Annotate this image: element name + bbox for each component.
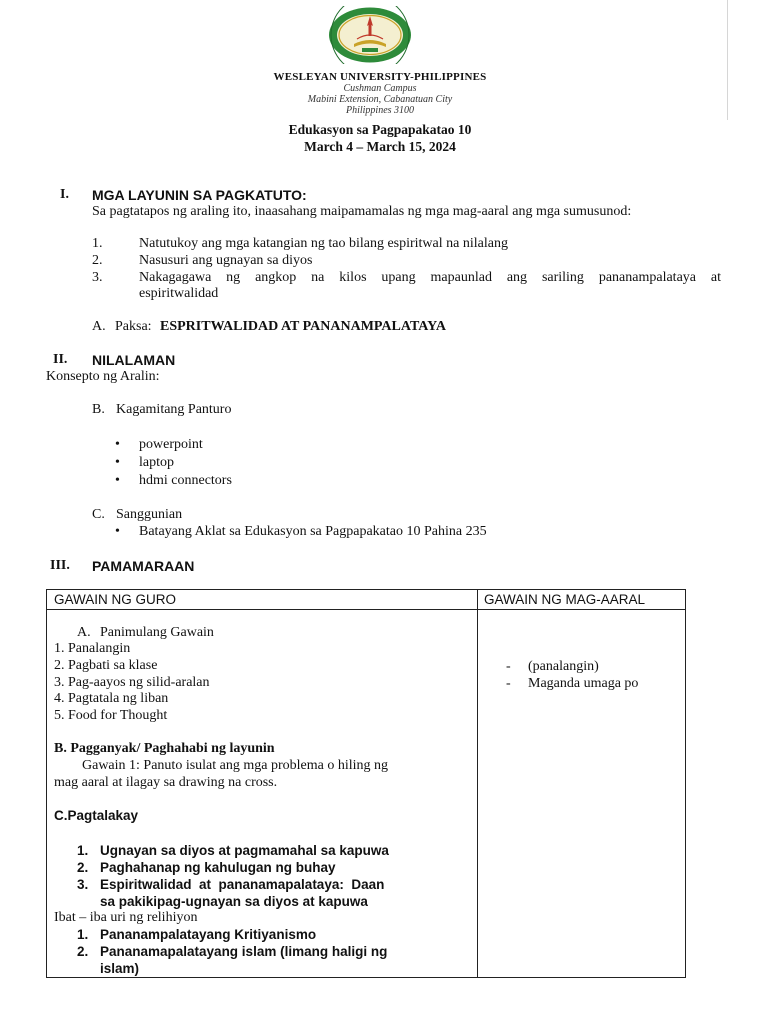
- objectives-intro: Sa pagtatapos ng araling ito, inaasahang maipamamalas ng mga mag-aaral ang mga sumusunod:: [92, 204, 632, 219]
- discussion-item-continuation: sa pakikipag-ugnayan sa diyos at kapuwa: [100, 894, 368, 909]
- objective-3-continuation: espiritwalidad: [139, 286, 219, 301]
- section-2-numeral: II.: [53, 352, 68, 367]
- section-1-title: MGA LAYUNIN SA PAGKATUTO:: [92, 187, 307, 203]
- preliminary-item: 4. Pagtatala ng liban: [54, 691, 169, 706]
- discussion-item: Espiritwalidad at pananamapalataya: Daan: [100, 877, 385, 892]
- discussion-item-number: 1.: [77, 843, 89, 858]
- page-edge-line: [727, 0, 728, 120]
- religion-item: Pananampalatayang Kritiyanismo: [100, 927, 317, 942]
- material-item: laptop: [139, 455, 174, 470]
- materials-title: Kagamitang Panturo: [116, 402, 232, 417]
- preliminary-item: 1. Panalangin: [54, 641, 131, 656]
- objective-3-number: 3.: [92, 270, 103, 285]
- objective-2-number: 2.: [92, 253, 103, 268]
- discussion-item: Ugnayan sa diyos at pagmamahal sa kapuwa: [100, 843, 389, 858]
- materials-letter: B.: [92, 402, 105, 417]
- section-b-body-continuation: mag aaral at ilagay sa drawing na cross.: [54, 775, 278, 790]
- section-2-title: NILALAMAN: [92, 352, 176, 368]
- bullet-icon: •: [115, 473, 120, 488]
- table-column-divider: [477, 590, 478, 977]
- dash-icon: -: [506, 676, 511, 691]
- material-item: hdmi connectors: [139, 473, 232, 488]
- section-1-numeral: I.: [60, 187, 69, 202]
- subject-title: Edukasyon sa Pagpapakatao 10: [288, 122, 472, 137]
- section-a-letter: A.: [77, 625, 91, 640]
- reference-item: Batayang Aklat sa Edukasyon sa Pagpapakatao 10 Pahina 235: [139, 524, 487, 539]
- university-name: WESLEYAN UNIVERSITY-PHILIPPINES: [273, 71, 487, 83]
- section-b-body: Gawain 1: Panuto isulat ang mga problema o hiling ng: [82, 758, 389, 773]
- section-c-title: C.Pagtalakay: [54, 808, 139, 823]
- bullet-icon: •: [115, 524, 120, 539]
- preliminary-item: 3. Pag-aayos ng silid-aralan: [54, 675, 210, 690]
- objective-1-text: Natutukoy ang mga katangian ng tao bilang espiritwal na nilalang: [139, 236, 508, 251]
- objective-2-text: Nasusuri ang ugnayan sa diyos: [139, 253, 313, 268]
- discussion-item: Paghahanap ng kahulugan ng buhay: [100, 860, 336, 875]
- references-letter: C.: [92, 507, 105, 522]
- address-line: Mabini Extension, Cabanatuan City: [307, 94, 453, 105]
- country-line: Philippines 3100: [345, 105, 415, 116]
- topic-label: Paksa:: [115, 319, 152, 334]
- section-3-title: PAMAMARAAN: [92, 558, 195, 574]
- dash-icon: -: [506, 659, 511, 674]
- topic-letter: A.: [92, 319, 106, 334]
- bullet-icon: •: [115, 437, 120, 452]
- religion-item-continuation: islam): [100, 961, 140, 976]
- preliminary-item: 2. Pagbati sa klase: [54, 658, 158, 673]
- student-response: Maganda umaga po: [528, 676, 639, 691]
- section-a-title: Panimulang Gawain: [100, 625, 214, 640]
- university-seal-icon: [327, 6, 413, 64]
- material-item: powerpoint: [139, 437, 203, 452]
- discussion-item-number: 3.: [77, 877, 89, 892]
- preliminary-item: 5. Food for Thought: [54, 708, 168, 723]
- religion-item: Pananamapalatayang islam (limang haligi ng: [100, 944, 388, 959]
- campus-line: Cushman Campus: [343, 83, 417, 94]
- table-header-divider: [47, 609, 685, 610]
- procedure-table: [46, 589, 686, 978]
- objective-3-text: Nakagagawa ng angkop na kilos upang mapaunlad ang sariling pananampalataya at: [139, 270, 721, 285]
- student-activity-header: GAWAIN NG MAG-AARAL: [484, 592, 646, 607]
- discussion-item-number: 2.: [77, 860, 89, 875]
- objective-1-number: 1.: [92, 236, 103, 251]
- teacher-activity-header: GAWAIN NG GURO: [54, 592, 177, 607]
- date-range: March 4 – March 15, 2024: [304, 139, 456, 154]
- religion-item-number: 1.: [77, 927, 89, 942]
- religion-item-number: 2.: [77, 944, 89, 959]
- religion-types-line: Ibat – iba uri ng relihiyon: [54, 910, 198, 925]
- section-b-title: B. Pagganyak/ Paghahabi ng layunin: [54, 741, 275, 756]
- references-title: Sanggunian: [116, 507, 183, 522]
- student-response: (panalangin): [528, 659, 599, 674]
- topic-value: ESPRITWALIDAD AT PANANAMPALATAYA: [160, 319, 447, 334]
- bullet-icon: •: [115, 455, 120, 470]
- concept-label: Konsepto ng Aralin:: [46, 369, 160, 384]
- section-3-numeral: III.: [50, 558, 70, 573]
